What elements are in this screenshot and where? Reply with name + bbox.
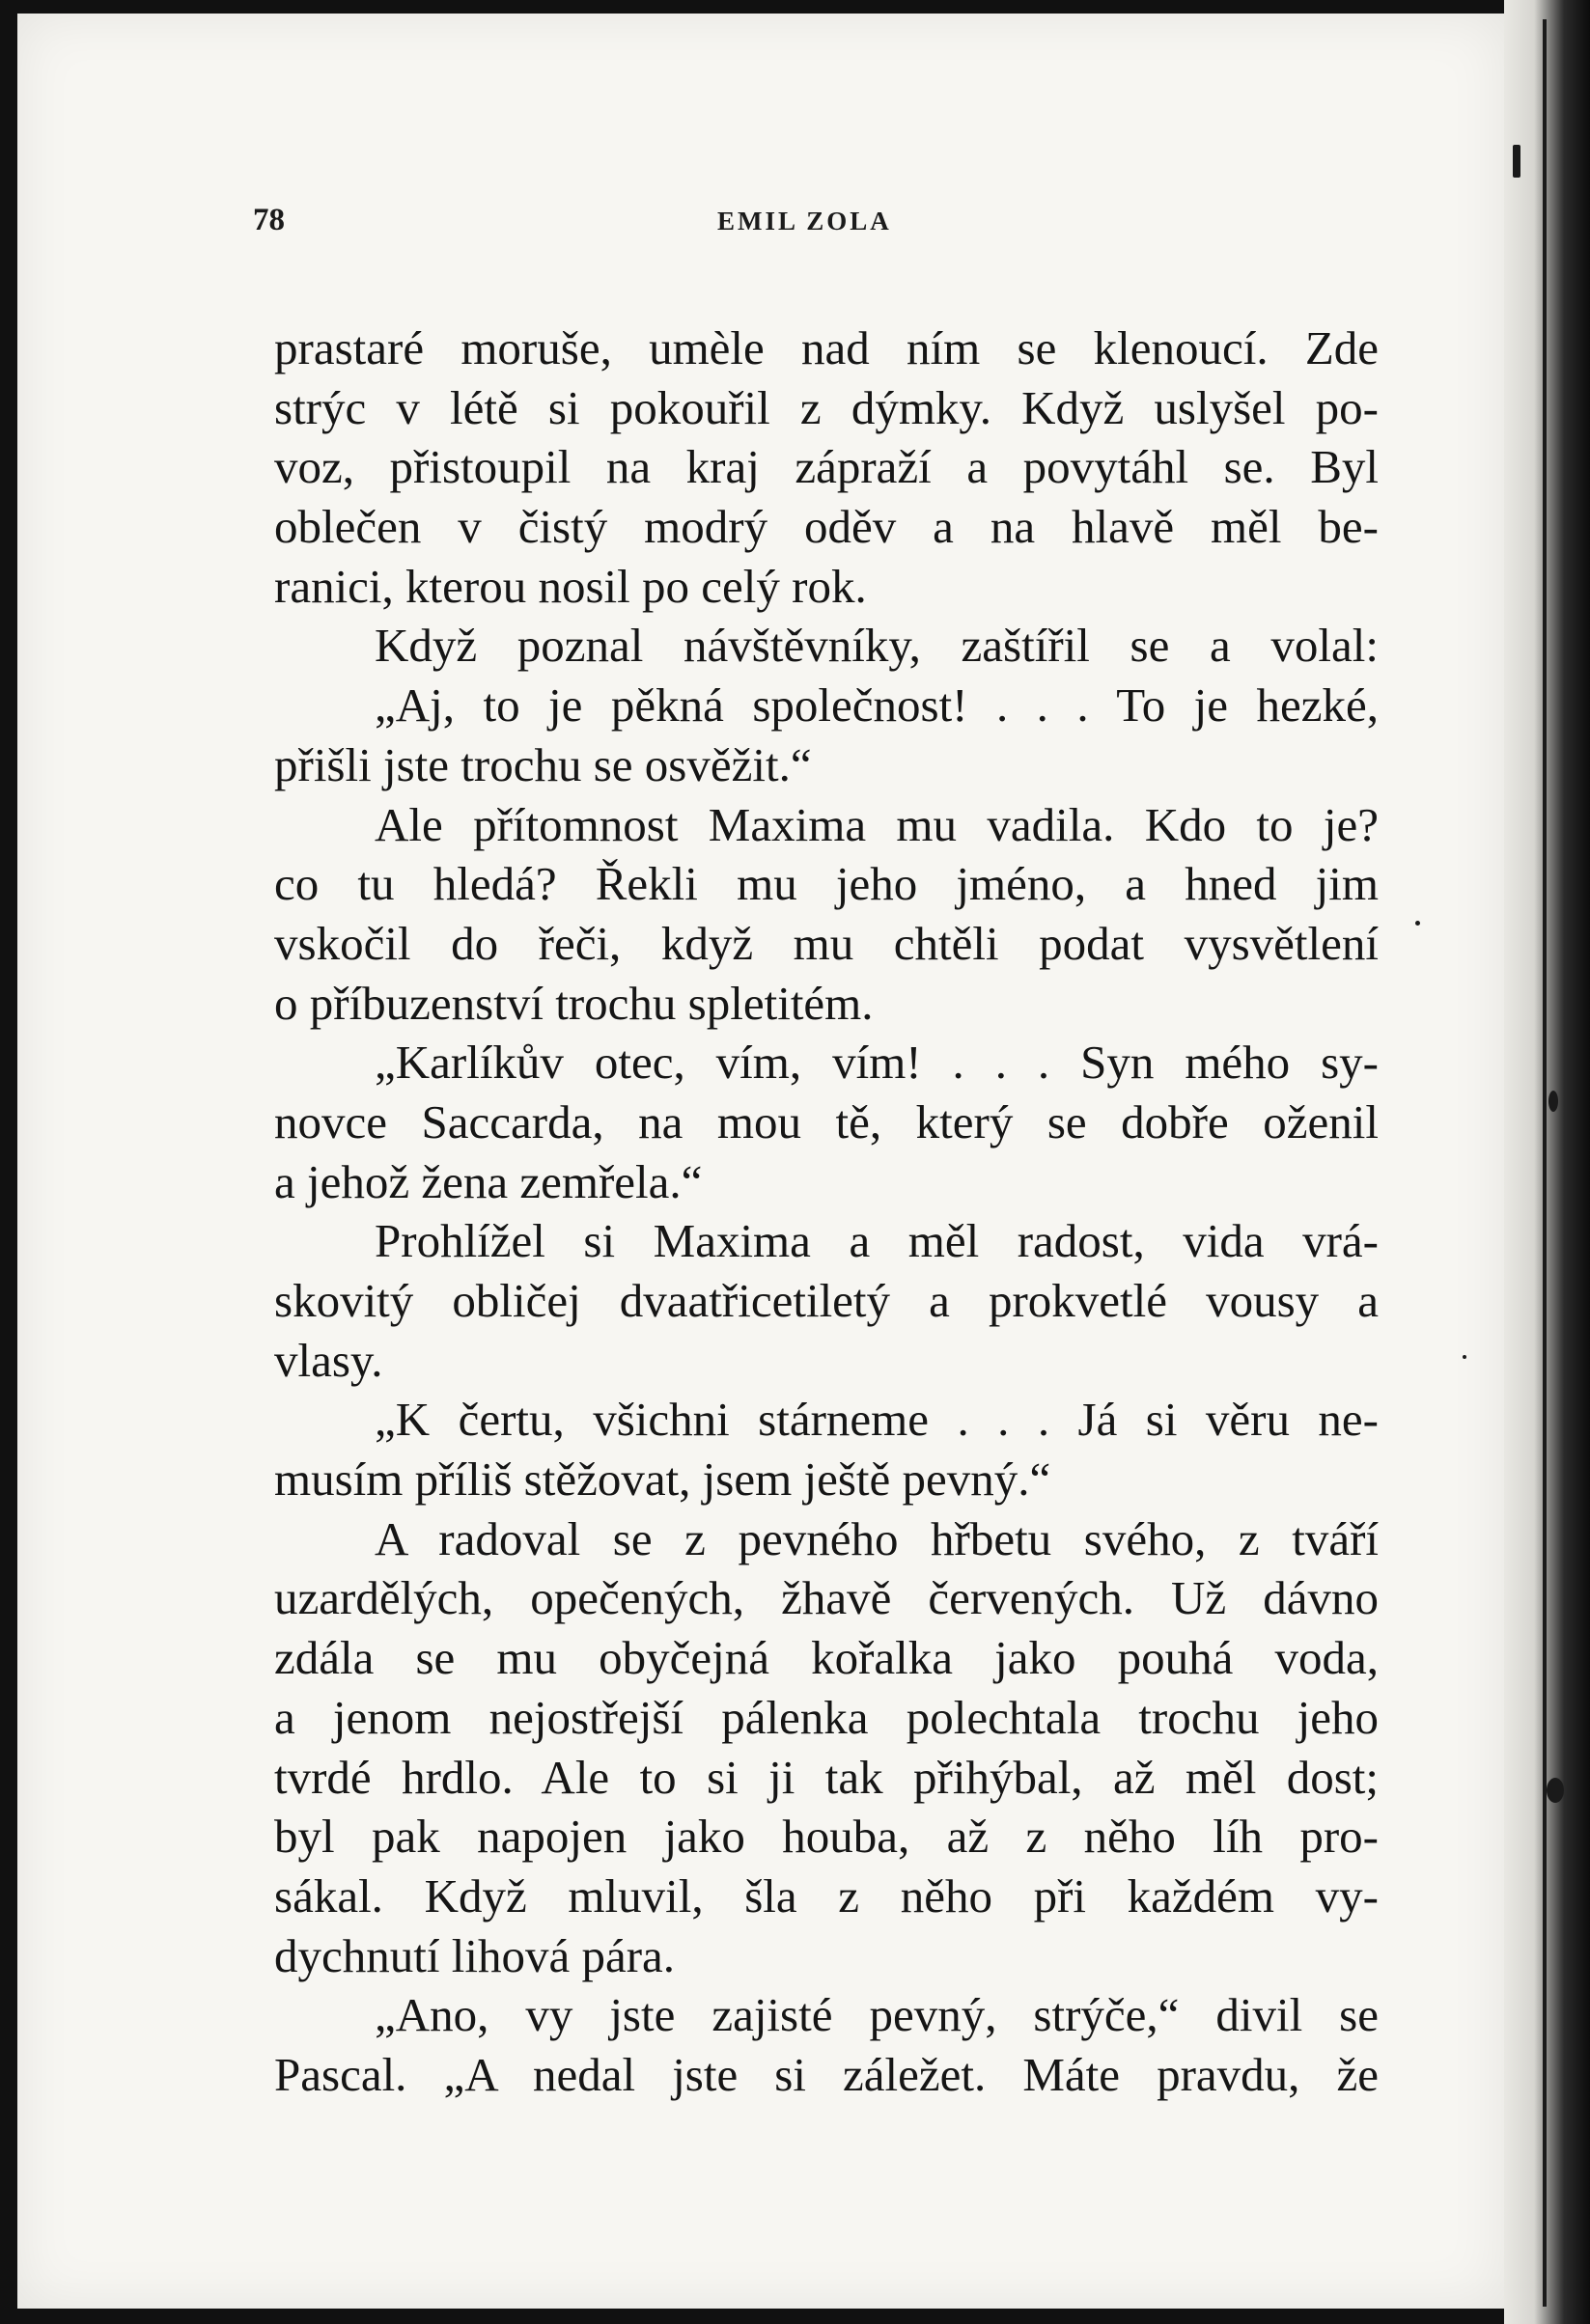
text-line: dychnutí lihová pára. bbox=[274, 1928, 676, 1982]
text-line: tvrdé hrdlo. Ale to si ji tak přihýbal, až měl dost; bbox=[274, 1750, 1379, 1804]
ink-blot bbox=[1513, 145, 1520, 178]
text-line: A radoval se z pevného hřbetu svého, z tváří bbox=[375, 1511, 1379, 1565]
text-line: strýc v létě si pokouřil z dýmky. Když uslyšel po- bbox=[274, 380, 1379, 434]
text-line: „Ano, vy jste zajisté pevný, strýče,“ divil se bbox=[375, 1988, 1379, 2042]
text-line: a jehož žena zemřela.“ bbox=[274, 1154, 703, 1208]
text-line: prastaré moruše, umèle nad ním se klenoucí. Zde bbox=[274, 321, 1379, 374]
page-number: 78 bbox=[253, 203, 285, 237]
text-line: o příbuzenství trochu spletitém. bbox=[274, 976, 874, 1030]
book-page bbox=[17, 14, 1504, 2309]
running-title: EMIL ZOLA bbox=[717, 207, 892, 235]
text-line: Ale přítomnost Maxima mu vadila. Kdo to je? bbox=[375, 797, 1379, 851]
ink-blot bbox=[1547, 1778, 1564, 1803]
text-line: zdála se mu obyčejná kořalka jako pouhá voda, bbox=[274, 1631, 1379, 1685]
text-line: skovitý obličej dvaatřicetiletý a prokvetlé vousy a bbox=[274, 1274, 1379, 1327]
text-line: musím příliš stěžovat, jsem ještě pevný.“ bbox=[274, 1452, 1051, 1507]
text-line: novce Saccarda, na mou tě, který se dobře oženil bbox=[274, 1094, 1379, 1148]
binding-gutter bbox=[1504, 0, 1590, 2324]
text-line: Když poznal návštěvníky, zaštířil se a volal: bbox=[375, 619, 1379, 673]
text-line: co tu hledá? Řekli mu jeho jméno, a hned jim bbox=[274, 857, 1379, 911]
ink-blot bbox=[1548, 1091, 1558, 1112]
text-line: „Karlíkův otec, vím, vím! . . . Syn mého sy- bbox=[375, 1036, 1379, 1090]
text-line: „Aj, to je pěkná společnost! . . . To je hezké, bbox=[375, 678, 1379, 733]
body-text bbox=[274, 318, 1379, 2105]
text-line: přišli jste trochu se osvěžit.“ bbox=[274, 737, 812, 791]
text-line: Pascal. „A nedal jste si záležet. Máte pravdu, že bbox=[274, 2047, 1379, 2101]
text-line: voz, přistoupil na kraj zápraží a povytáhl se. Byl bbox=[274, 440, 1379, 494]
text-line: „K čertu, všichni stárneme . . . Já si věru ne- bbox=[375, 1393, 1379, 1447]
text-line: ranici, kterou nosil po celý rok. bbox=[274, 559, 867, 613]
text-line: oblečen v čistý modrý oděv a na hlavě měl be- bbox=[274, 500, 1379, 554]
ink-speck bbox=[1415, 921, 1420, 926]
gutter-edge-line bbox=[1543, 19, 1547, 2307]
text-line: byl pak napojen jako houba, až z něho líh pro- bbox=[274, 1810, 1379, 1864]
text-line: Prohlížel si Maxima a měl radost, vida vrá- bbox=[375, 1214, 1379, 1268]
text-line: vlasy. bbox=[274, 1333, 383, 1387]
text-line: vskočil do řeči, když mu chtěli podat vysvětlení bbox=[274, 916, 1379, 970]
running-head bbox=[17, 203, 1504, 247]
ink-speck bbox=[1463, 1355, 1466, 1359]
text-line: uzardělých, opečených, žhavě červených. Už dávno bbox=[274, 1571, 1379, 1625]
text-line: sákal. Když mluvil, šla z něho při každém vy- bbox=[274, 1868, 1379, 1923]
text-line: a jenom nejostřejší pálenka polechtala trochu jeho bbox=[274, 1690, 1379, 1744]
